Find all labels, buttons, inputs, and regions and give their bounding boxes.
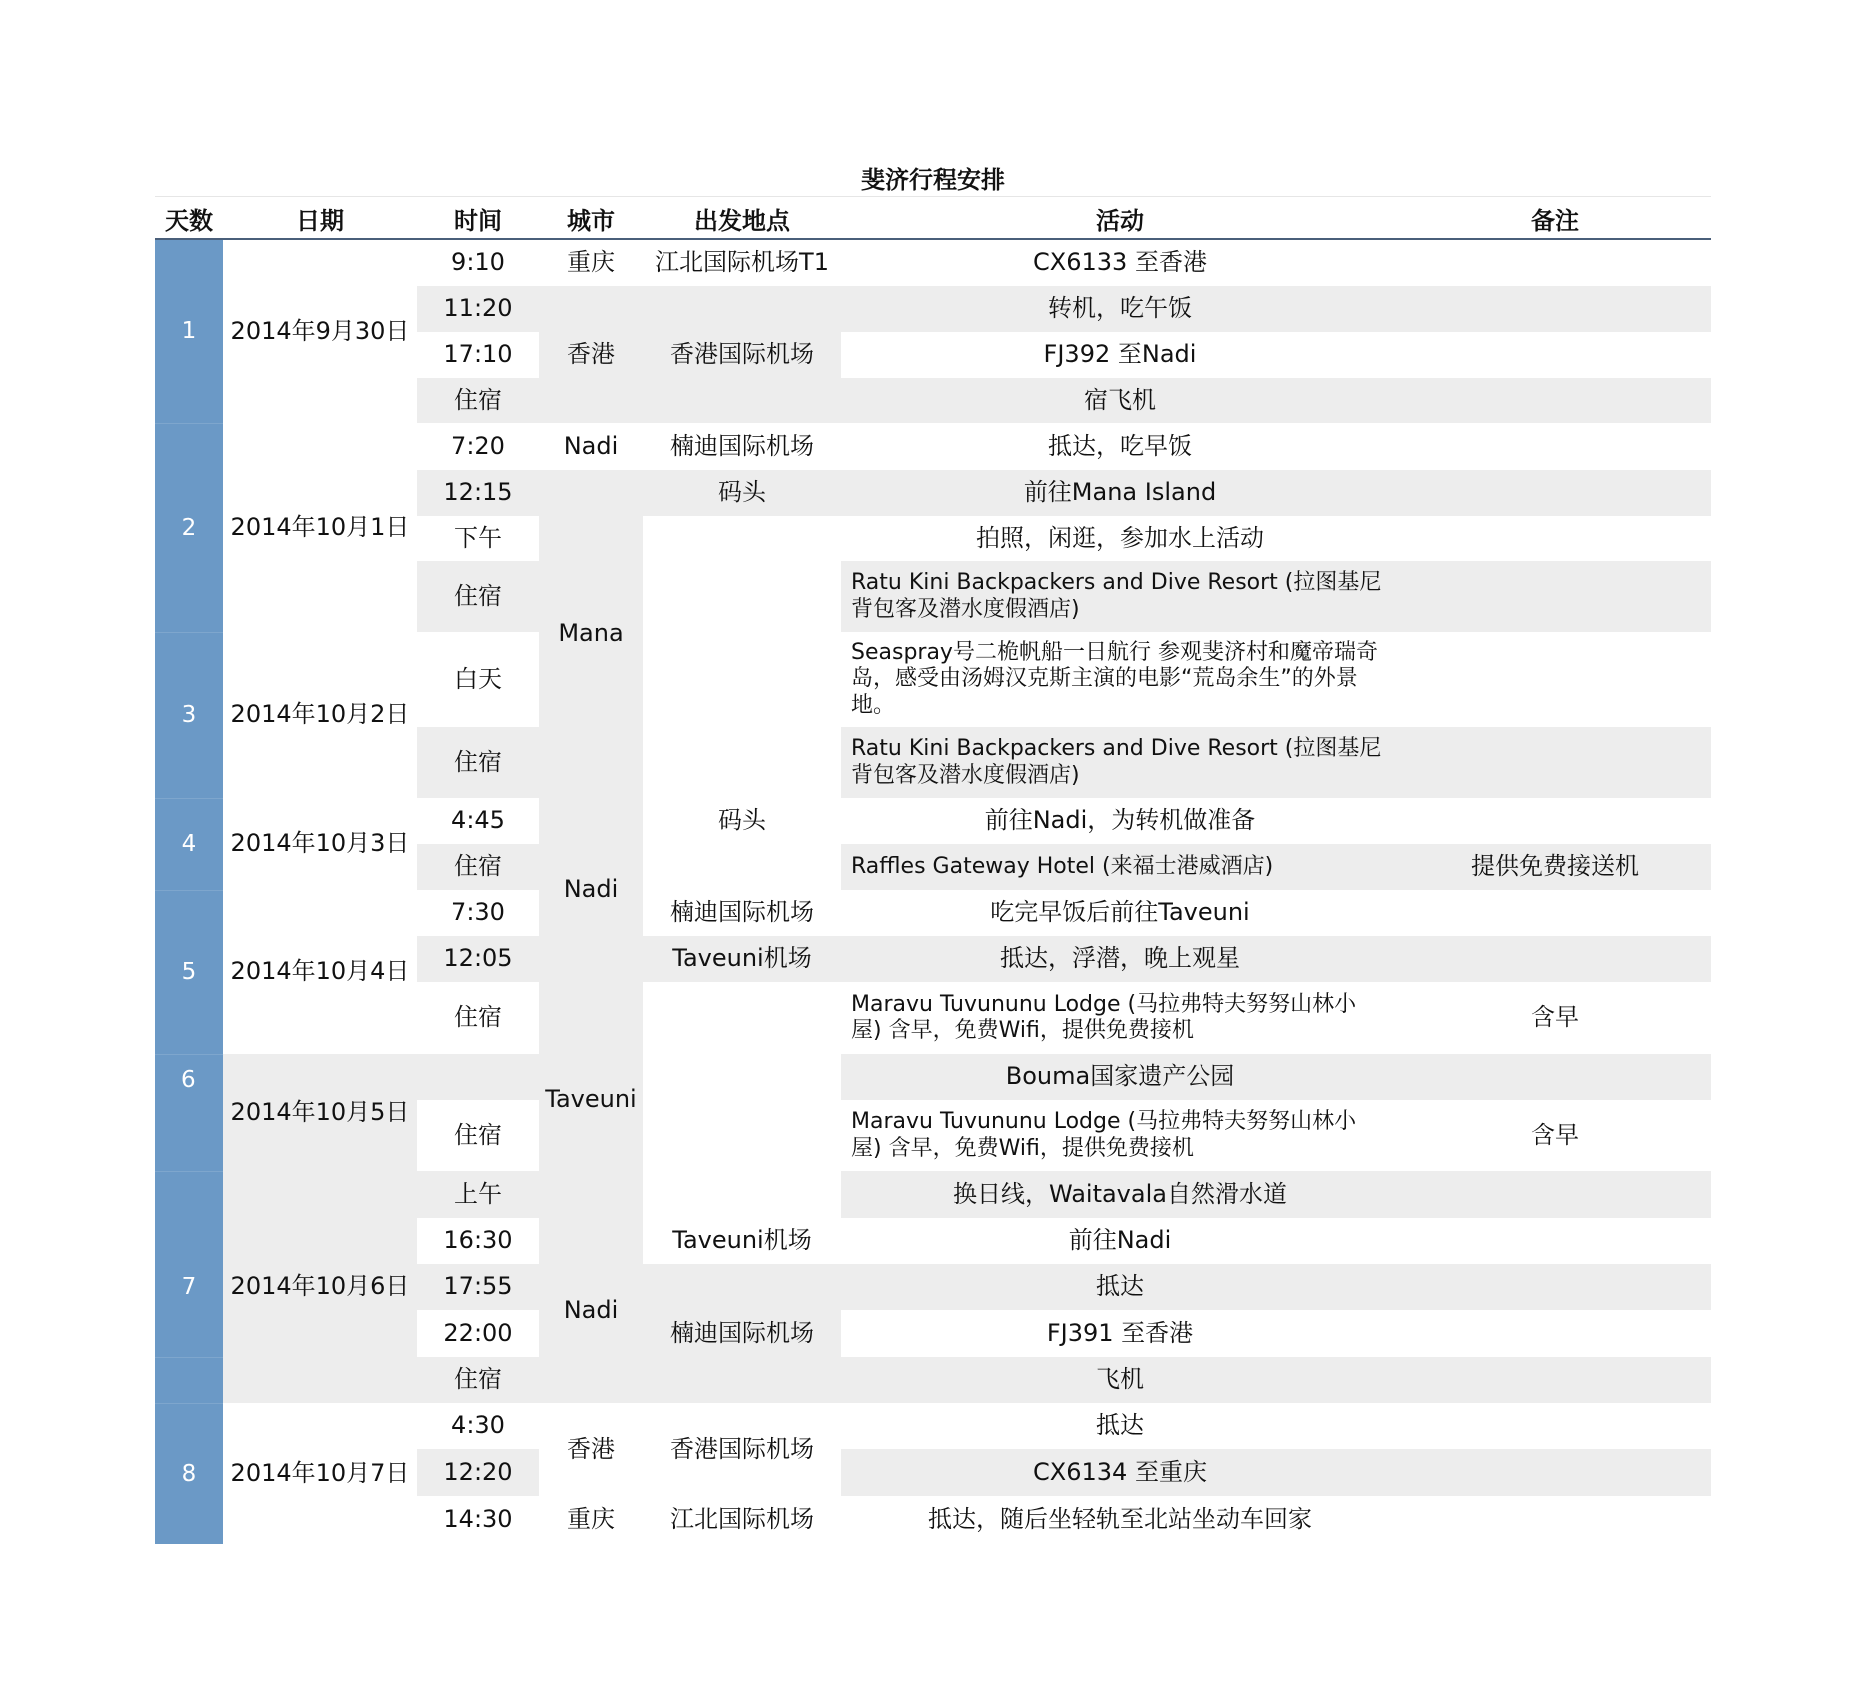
activity-cell: 拍照，闲逛，参加水上活动 [976,523,1264,552]
place-cell: 码头 [718,806,766,835]
activity-cell: FJ392 至Nadi [1043,340,1197,369]
note-cell: 含早 [1531,1120,1579,1149]
header-date: 日期 [296,206,344,235]
city-cell: 重庆 [567,248,615,277]
activity-cell: Seaspray号二桅帆船一日航行 参观斐济村和魔帝瑞奇岛，感受由汤姆汉克斯主演的电影“荒岛余生”的外景地。 [851,639,1378,718]
activity-cell: FJ391 至香港 [1046,1318,1194,1347]
city-cell: Mana [539,470,643,798]
time-cell: 住宿 [417,727,539,798]
time-cell: 7:30 [451,898,505,927]
city-cell: Taveuni [539,982,643,1218]
activity-cell: 抵达，浮潜，晚上观星 [841,936,1399,982]
day-cell: 2 [155,423,223,632]
city-cell: 香港 [539,286,643,423]
time-cell: 住宿 [454,1003,502,1032]
note-cell: 提供免费接送机 [1399,844,1711,890]
header-time: 时间 [454,206,502,235]
time-cell: 7:20 [451,431,505,460]
activity-cell: 飞机 [841,1357,1399,1403]
place-cell: 香港国际机场 [670,1434,814,1463]
note-cell-empty [1399,1264,1711,1310]
time-cell: 12:15 [417,470,539,516]
activity-cell: Ratu Kini Backpackers and Dive Resort (拉图基尼背包客及潜水度假酒店) [841,561,1399,632]
activity-cell: 转机，吃午饭 [841,286,1399,332]
time-cell-empty [417,1054,539,1100]
date-cell: 2014年10月7日 [230,1458,410,1487]
time-cell: 22:00 [443,1318,513,1347]
time-cell: 白天 [454,664,502,693]
date-cell: 2014年10月5日 [223,1054,417,1171]
activity-cell: Maravu Tuvununu Lodge (马拉弗特夫努努山林小屋) 含早，免费Wifi，提供免费接机 [851,991,1357,1043]
activity-cell: 宿飞机 [841,378,1399,423]
day-cell: 7 [155,1171,223,1403]
city-cell: Nadi [539,798,643,982]
time-cell: 住宿 [417,378,539,423]
place-cell: 江北国际机场 [670,1505,814,1534]
time-cell: 17:55 [417,1264,539,1310]
activity-cell: CX6134 至重庆 [841,1449,1399,1496]
activity-cell: 抵达，吃早饭 [1048,431,1192,460]
header-city: 城市 [567,206,615,235]
activity-cell: 抵达，随后坐轻轨至北站坐动车回家 [928,1505,1312,1534]
activity-cell: CX6133 至香港 [1033,248,1207,277]
time-cell: 9:10 [451,248,505,277]
day-cell: 8 [155,1403,223,1544]
time-cell: 12:20 [417,1449,539,1496]
time-cell: 4:30 [451,1411,505,1440]
place-cell: Taveuni机场 [672,1226,812,1255]
activity-cell: 抵达 [1096,1411,1144,1440]
city-cell: Nadi [539,1218,643,1403]
time-cell: 12:05 [417,936,539,982]
note-cell-empty [1399,1054,1711,1100]
date-cell: 2014年9月30日 [230,316,410,345]
note-cell-empty [1399,936,1711,982]
day-blank-cell [155,1357,223,1403]
activity-cell: 前往Nadi，为转机做准备 [984,806,1256,835]
note-cell-empty [1399,378,1711,423]
day-cell: 5 [155,890,223,1054]
time-cell: 住宿 [417,844,539,890]
time-cell: 住宿 [417,1357,539,1403]
time-cell: 17:10 [443,340,513,369]
place-cell: 楠迪国际机场 [643,1264,841,1403]
header-note: 备注 [1531,206,1579,235]
city-cell: 香港 [567,1434,615,1463]
activity-cell: Maravu Tuvununu Lodge (马拉弗特夫努努山林小屋) 含早，免费Wifi，提供免费接机 [851,1109,1357,1161]
date-cell: 2014年10月4日 [230,957,410,986]
activity-cell: Ratu Kini Backpackers and Dive Resort (拉图基尼背包客及潜水度假酒店) [841,727,1399,798]
header-day: 天数 [165,206,213,235]
activity-cell: 吃完早饭后前往Taveuni [990,898,1250,927]
activity-cell: Bouma国家遗产公园 [841,1054,1399,1100]
time-cell: 住宿 [454,1120,502,1149]
date-cell: 2014年10月1日 [230,512,410,541]
day-cell: 4 [155,798,223,890]
activity-cell: Raffles Gateway Hotel (来福士港威酒店) [841,844,1399,890]
day-cell: 3 [155,632,223,798]
time-cell: 下午 [454,523,502,552]
note-cell-empty [1399,1357,1711,1403]
header-activity: 活动 [1096,206,1144,235]
city-cell: Nadi [563,431,619,460]
day-cell: 6 [155,1054,223,1171]
note-cell-empty [1399,470,1711,516]
header-place: 出发地点 [694,206,790,235]
time-cell: 16:30 [443,1226,513,1255]
place-cell: Taveuni机场 [643,936,841,982]
time-cell: 11:20 [417,286,539,332]
activity-cell: 前往Mana Island [841,470,1399,516]
title-divider [155,196,1711,197]
page-title: 斐济行程安排 [861,166,1005,194]
time-cell: 住宿 [417,561,539,632]
place-cell: 楠迪国际机场 [670,898,814,927]
date-cell: 2014年10月3日 [230,829,410,858]
place-cell: 香港国际机场 [643,286,841,423]
note-cell-empty [1399,1449,1711,1496]
place-cell: 江北国际机场T1 [655,248,829,277]
time-cell: 4:45 [451,806,505,835]
note-cell-empty [1399,561,1711,632]
place-cell: 码头 [643,470,841,516]
place-cell: 楠迪国际机场 [670,431,814,460]
note-cell-empty [1399,727,1711,798]
activity-cell: 抵达 [841,1264,1399,1310]
note-cell: 含早 [1531,1003,1579,1032]
city-cell: 重庆 [567,1505,615,1534]
day-cell: 1 [155,240,223,423]
date-cell: 2014年10月6日 [223,1171,417,1403]
time-cell: 14:30 [443,1505,513,1534]
activity-cell: 前往Nadi [1068,1226,1172,1255]
note-cell-empty [1399,286,1711,332]
time-cell: 上午 [417,1171,539,1218]
date-cell: 2014年10月2日 [230,700,410,729]
note-cell-empty [1399,1171,1711,1218]
activity-cell: 换日线，Waitavala自然滑水道 [841,1171,1399,1218]
